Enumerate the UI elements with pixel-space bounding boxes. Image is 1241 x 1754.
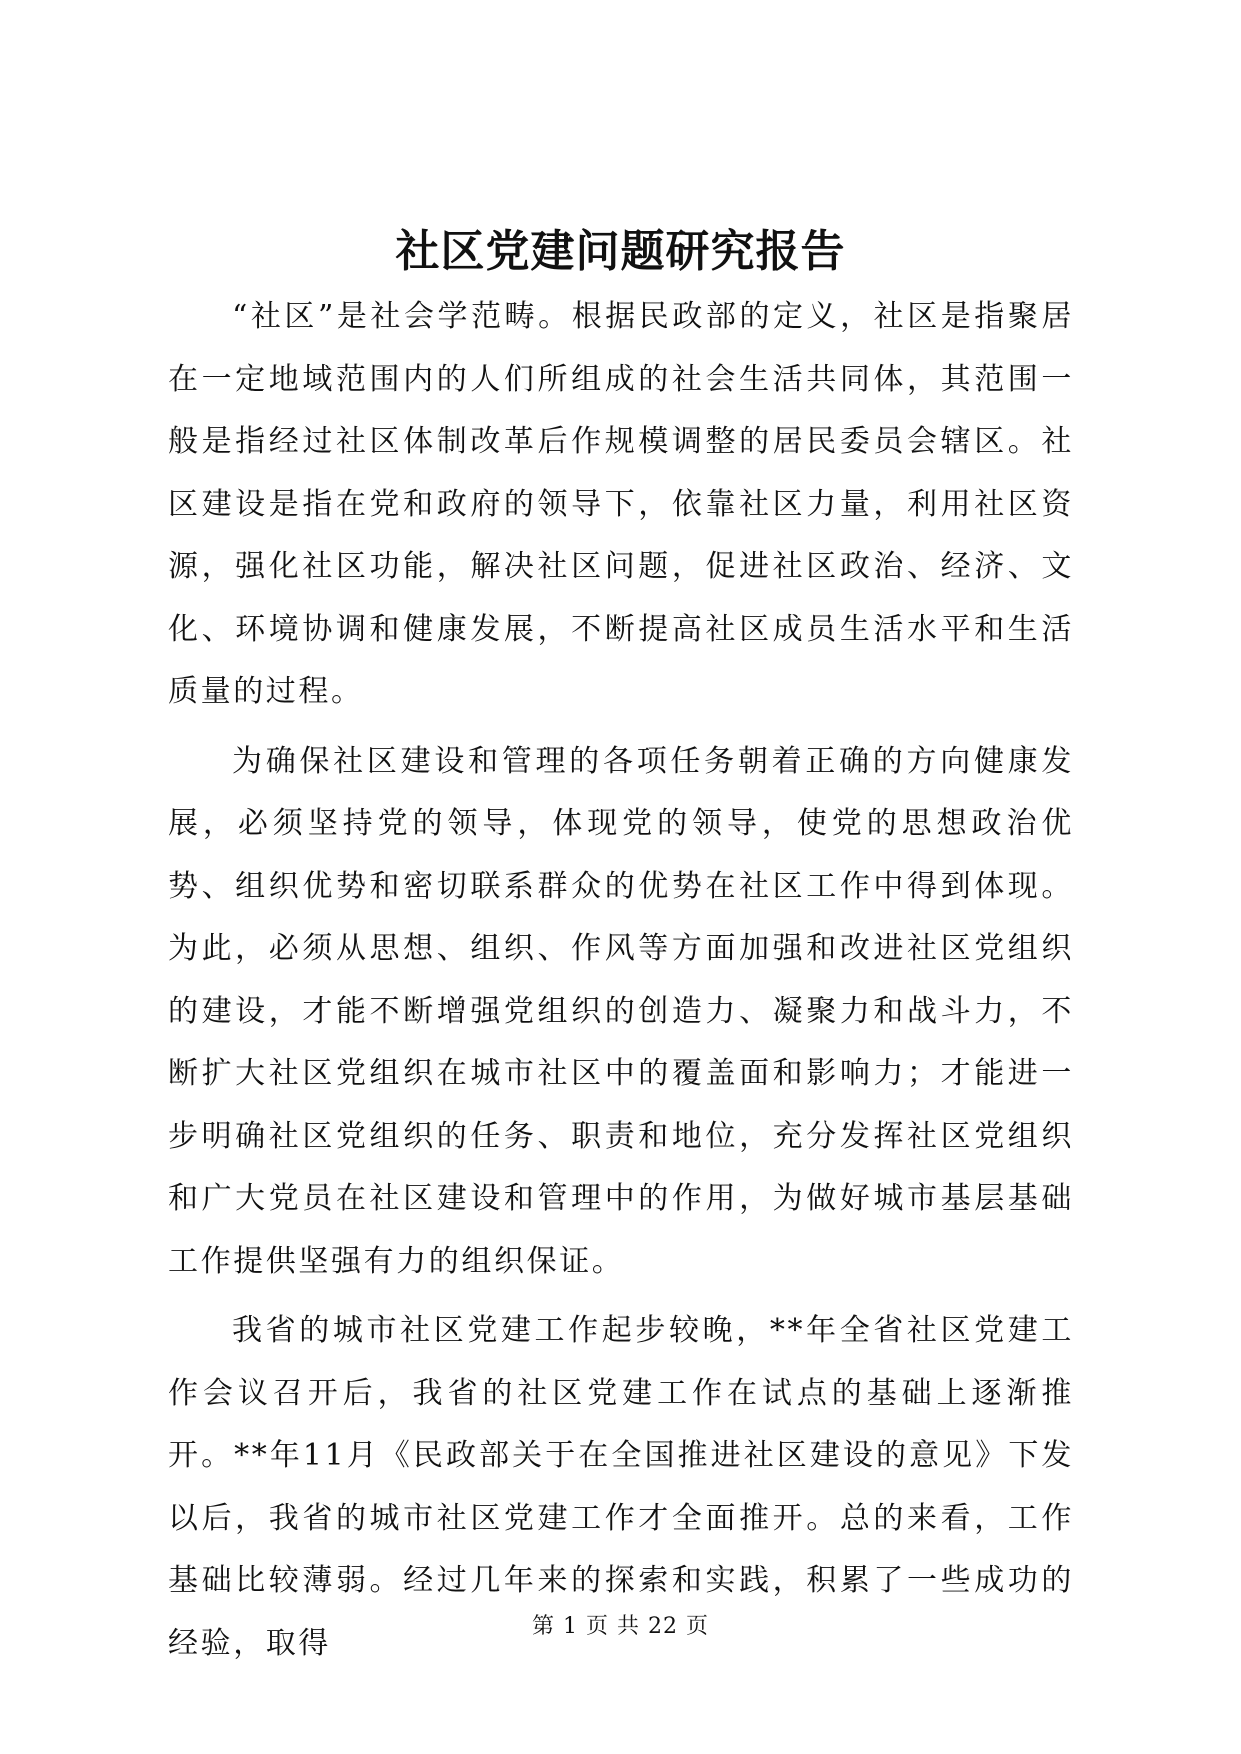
body-paragraph: 我省的城市社区党建工作起步较晚，**年全省社区党建工作会议召开后，我省的社区党建工作在试点的基础上逐渐推开。**年11月《民政部关于在全国推进社区建设的意见》下发以后，我省的城市社区党建工作才全面推开。总的来看，工作基础比较薄弱。经过几年来的探索和实践，积累了一些成功的经验，取得 <box>168 1313 1074 1661</box>
body-paragraph: 为确保社区建设和管理的各项任务朝着正确的方向健康发展，必须坚持党的领导，体现党的领导，使党的思想政治优势、组织优势和密切联系群众的优势在社区工作中得到体现。为此，必须从思想、组织、作风等方面加强和改进社区党组织的建设，才能不断增强党组织的创造力、凝聚力和战斗力，不断扩大社区党组织在城市社区中的覆盖面和影响力；才能进一步明确社区党组织的任务、职责和地位，充分发挥社区党组织和广大党员在社区建设和管理中的作用，为做好城市基层基础工作提供坚强有力的组织保证。 <box>168 743 1074 1279</box>
body-paragraph: “社区”是社会学范畴。根据民政部的定义，社区是指聚居在一定地域范围内的人们所组成的社会生活共同体，其范围一般是指经过社区体制改革后作规模调整的居民委员会辖区。社区建设是指在党和政府的领导下，依靠社区力量，利用社区资源，强化社区功能，解决社区问题，促进社区政治、经济、文化、环境协调和健康发展，不断提高社区成员生活水平和生活质量的过程。 <box>168 299 1074 709</box>
document-title: 社区党建问题研究报告 <box>395 226 846 277</box>
page-footer: 第 1 页 共 22 页 <box>532 1614 709 1639</box>
document-body <box>168 286 1074 1675</box>
